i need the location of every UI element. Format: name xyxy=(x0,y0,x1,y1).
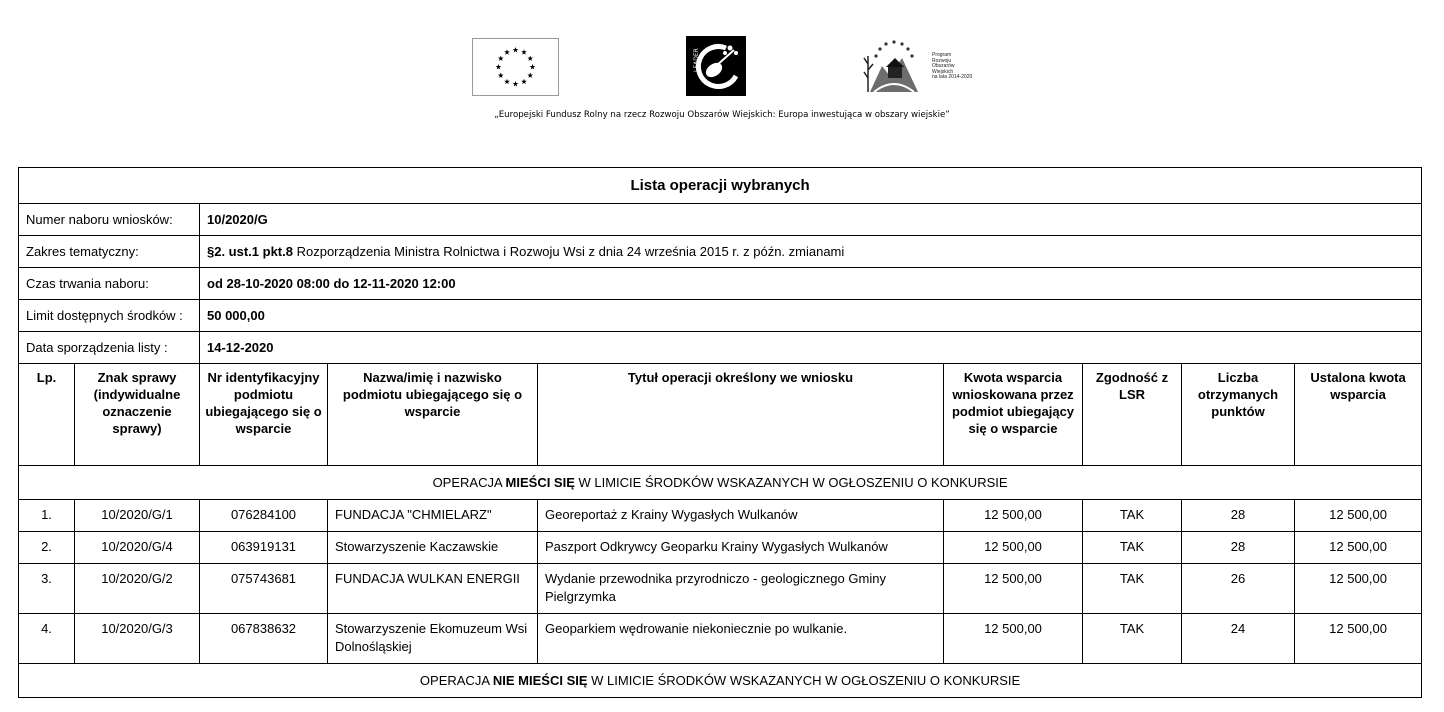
cell-znak: 10/2020/G/4 xyxy=(75,532,200,564)
prow-logo xyxy=(862,36,972,96)
cell-punkty: 28 xyxy=(1182,532,1295,564)
cell-kwota: 12 500,00 xyxy=(944,500,1083,532)
cell-znak: 10/2020/G/3 xyxy=(75,614,200,664)
column-header-lp: Lp. xyxy=(19,364,75,466)
column-header-nazwa: Nazwa/imię i nazwisko podmiotu ubiegającego się o wsparcie xyxy=(328,364,538,466)
info-row-zakres xyxy=(19,236,1422,268)
eu-star-icon xyxy=(504,79,510,84)
cell-tytul: Wydanie przewodnika przyrodniczo - geologicznego Gminy Pielgrzymka xyxy=(538,564,944,614)
cell-lsr: TAK xyxy=(1083,614,1182,664)
eu-star-icon xyxy=(498,56,504,61)
cell-kwota: 12 500,00 xyxy=(944,614,1083,664)
cell-nazwa: FUNDACJA WULKAN ENERGII xyxy=(328,564,538,614)
info-row-czas xyxy=(19,268,1422,300)
column-header-row xyxy=(19,364,1422,466)
section-row-in-limit xyxy=(19,466,1422,500)
table-row xyxy=(19,564,1422,614)
eu-flag-logo xyxy=(472,38,559,96)
fund-caption: „Europejski Fundusz Rolny na rzecz Rozwoju Obszarów Wiejskich: Europa inwestująca w obszary wiejskie” xyxy=(494,110,950,120)
info-value: §2. ust.1 pkt.8 Rozporządzenia Ministra Rolnictwa i Rozwoju Wsi z dnia 24 września 2015 r. z późn. zmianami xyxy=(200,236,1422,268)
leader-emblem-icon xyxy=(686,36,746,96)
info-label: Zakres tematyczny: xyxy=(19,236,200,268)
info-value: 10/2020/G xyxy=(200,204,1422,236)
logo-bar xyxy=(0,36,1444,98)
cell-punkty: 26 xyxy=(1182,564,1295,614)
cell-znak: 10/2020/G/1 xyxy=(75,500,200,532)
cell-nr: 063919131 xyxy=(200,532,328,564)
cell-nazwa: Stowarzyszenie Kaczawskie xyxy=(328,532,538,564)
cell-lp: 2. xyxy=(19,532,75,564)
info-label: Czas trwania naboru: xyxy=(19,268,200,300)
prow-emblem-icon xyxy=(862,36,928,96)
eu-star-icon xyxy=(513,81,519,86)
cell-ustalona: 12 500,00 xyxy=(1295,614,1422,664)
cell-nazwa: FUNDACJA "CHMIELARZ" xyxy=(328,500,538,532)
leader-logo xyxy=(686,36,746,96)
table-row xyxy=(19,532,1422,564)
cell-punkty: 24 xyxy=(1182,614,1295,664)
table-title: Lista operacji wybranych xyxy=(19,168,1422,204)
cell-nazwa: Stowarzyszenie Ekomuzeum Wsi Dolnośląskiej xyxy=(328,614,538,664)
eu-star-icon xyxy=(498,73,504,78)
column-header-tytul: Tytuł operacji określony we wniosku xyxy=(538,364,944,466)
eu-star-icon xyxy=(496,64,502,69)
info-value: od 28-10-2020 08:00 do 12-11-2020 12:00 xyxy=(200,268,1422,300)
cell-lsr: TAK xyxy=(1083,532,1182,564)
info-label: Data sporządzenia listy : xyxy=(19,332,200,364)
prow-logo-text: Program Rozwoju Obszarów Wiejskich na lata 2014-2020 xyxy=(932,52,973,81)
cell-tytul: Paszport Odkrywcy Geoparku Krainy Wygasłych Wulkanów xyxy=(538,532,944,564)
cell-ustalona: 12 500,00 xyxy=(1295,532,1422,564)
table-title-row xyxy=(19,168,1422,204)
cell-ustalona: 12 500,00 xyxy=(1295,500,1422,532)
cell-lsr: TAK xyxy=(1083,564,1182,614)
info-row-limit xyxy=(19,300,1422,332)
column-header-nr: Nr identyfikacyjny podmiotu ubiegającego się o wsparcie xyxy=(200,364,328,466)
info-row-numer xyxy=(19,204,1422,236)
cell-tytul: Geoparkiem wędrowanie niekoniecznie po wulkanie. xyxy=(538,614,944,664)
eu-star-icon xyxy=(521,79,527,84)
cell-punkty: 28 xyxy=(1182,500,1295,532)
column-header-kwota: Kwota wsparcia wnioskowana przez podmiot ubiegający się o wsparcie xyxy=(944,364,1083,466)
cell-lp: 3. xyxy=(19,564,75,614)
info-label: Limit dostępnych środków : xyxy=(19,300,200,332)
cell-nr: 075743681 xyxy=(200,564,328,614)
column-header-lsr: Zgodność z LSR xyxy=(1083,364,1182,466)
cell-ustalona: 12 500,00 xyxy=(1295,564,1422,614)
column-header-punkty: Liczba otrzymanych punktów xyxy=(1182,364,1295,466)
operations-table xyxy=(18,167,1422,698)
cell-nr: 067838632 xyxy=(200,614,328,664)
eu-star-icon xyxy=(513,47,519,52)
info-label: Numer naboru wniosków: xyxy=(19,204,200,236)
eu-star-icon xyxy=(527,73,533,78)
table-row xyxy=(19,500,1422,532)
info-value: 14-12-2020 xyxy=(200,332,1422,364)
section-label: OPERACJA MIEŚCI SIĘ W LIMICIE ŚRODKÓW WSKAZANYCH W OGŁOSZENIU O KONKURSIE xyxy=(19,466,1422,500)
info-value: 50 000,00 xyxy=(200,300,1422,332)
eu-star-icon xyxy=(521,49,527,54)
cell-tytul: Georeportaż z Krainy Wygasłych Wulkanów xyxy=(538,500,944,532)
cell-lp: 1. xyxy=(19,500,75,532)
svg-text:LEADER: LEADER xyxy=(693,48,700,72)
column-header-ustalona: Ustalona kwota wsparcia xyxy=(1295,364,1422,466)
cell-lsr: TAK xyxy=(1083,500,1182,532)
eu-star-icon xyxy=(527,56,533,61)
cell-lp: 4. xyxy=(19,614,75,664)
cell-kwota: 12 500,00 xyxy=(944,564,1083,614)
eu-stars-icon xyxy=(473,39,558,95)
cell-kwota: 12 500,00 xyxy=(944,532,1083,564)
column-header-znak: Znak sprawy (indywidualne oznaczenie sprawy) xyxy=(75,364,200,466)
cell-nr: 076284100 xyxy=(200,500,328,532)
section-row-out-of-limit xyxy=(19,664,1422,698)
eu-star-icon xyxy=(530,64,536,69)
cell-znak: 10/2020/G/2 xyxy=(75,564,200,614)
table-row xyxy=(19,614,1422,664)
info-row-data xyxy=(19,332,1422,364)
section-label: OPERACJA NIE MIEŚCI SIĘ W LIMICIE ŚRODKÓW WSKAZANYCH W OGŁOSZENIU O KONKURSIE xyxy=(19,664,1422,698)
eu-star-icon xyxy=(504,49,510,54)
